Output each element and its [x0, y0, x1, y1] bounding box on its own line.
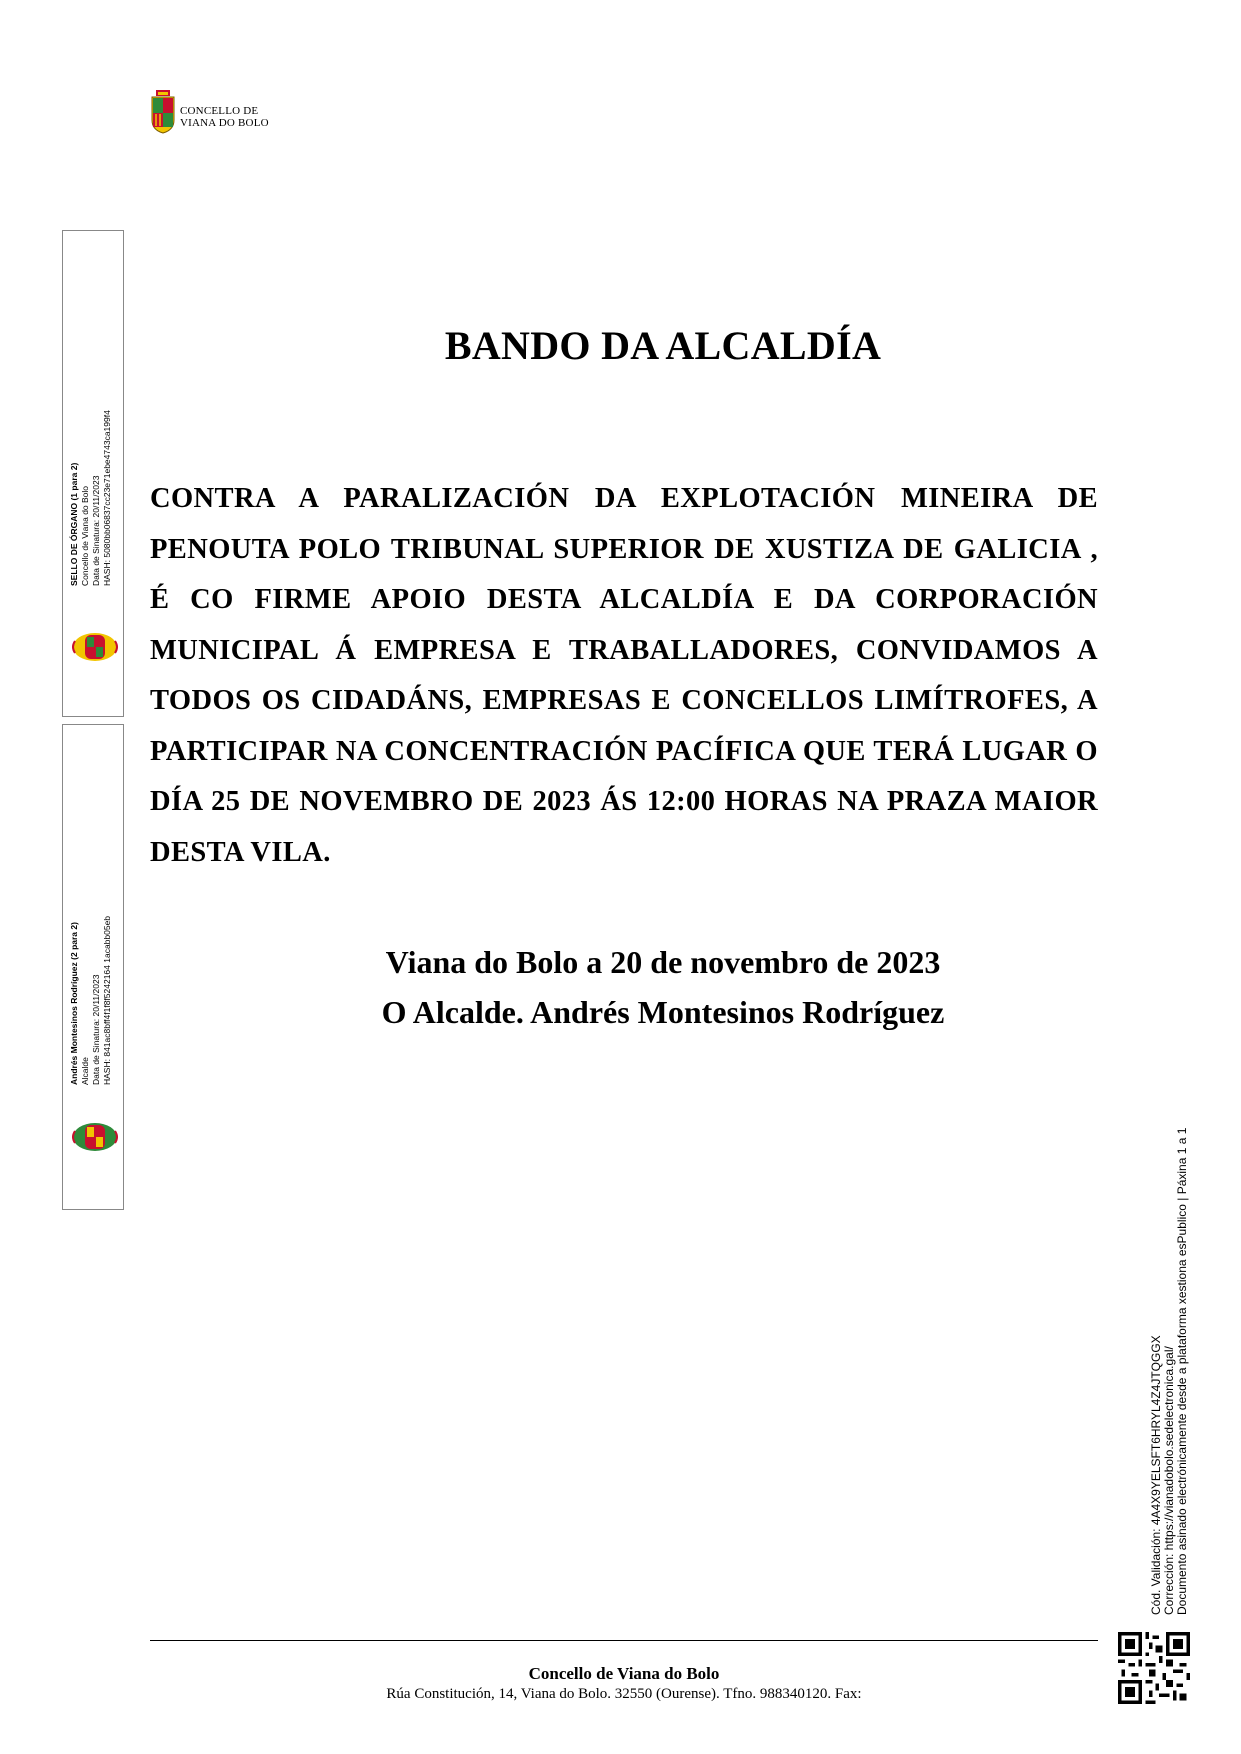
municipal-logo	[150, 90, 270, 134]
validation-code: Cód. Validación: 4A4X9YELSFT6HRYL4Z4JTQGGX	[1149, 1335, 1163, 1615]
footer-entity-name: Concello de Viana do Bolo	[528, 1664, 720, 1683]
signature-stamp-organ	[62, 230, 124, 717]
stamp-date: Data de Sinatura: 20/11/2023	[91, 475, 101, 586]
logo-line-1: CONCELLO DE	[180, 105, 259, 117]
validation-text	[1150, 1128, 1189, 1615]
stamp-date: Data de Sinatura: 20/11/2023	[91, 974, 101, 1085]
coat-of-arms-icon	[150, 90, 176, 134]
logo-line-2: VIANA DO BOLO	[180, 117, 269, 129]
mayor-signature: O Alcalde. Andrés Montesinos Rodríguez	[381, 994, 945, 1030]
document-body: CONTRA A PARALIZACIÓN DA EXPLOTACIÓN MINEIRA DE PENOUTA POLO TRIBUNAL SUPERIOR DE XUSTIZA DE GALICIA , É CO FIRME APOIO DESTA ALCALDÍA E DA CORPORACIÓN MUNICIPAL Á EMPRESA E TRABALLADORES, CONVIDAMOS A TODOS OS CIDADÁNS, EMPRESAS E CONCELLOS LIMÍTROFES, A PARTICIPAR NA CONCENTRACIÓN PACÍFICA QUE TERÁ LUGAR O DÍA 25 DE NOVEMBRO DE 2023 ÁS 12:00 HORAS NA PRAZA MAIOR DESTA VILA.	[150, 483, 1098, 868]
seal-icon	[71, 1121, 119, 1153]
seal-icon	[71, 631, 119, 663]
logo-text	[180, 105, 269, 129]
stamp-hash: HASH: 5080bb06837cc23e71ebe4743ca199f4	[102, 410, 112, 586]
validation-url[interactable]: Corrección: https://vianadobolo.sedelectronica.gal/	[1162, 1346, 1176, 1615]
stamp-hash: HASH: 841ac8bff4f1f8f5242164 1acabb05eb	[102, 915, 112, 1085]
stamp-title: Andrés Montesinos Rodríguez (2 para 2)	[69, 922, 79, 1085]
stamp-text	[69, 410, 113, 586]
footer-divider	[150, 1640, 1098, 1641]
validation-note: Documento asinado electrónicamente desde a plataforma xestiona esPublico | Páxina 1 a 1	[1175, 1127, 1189, 1615]
qr-code-icon[interactable]	[1118, 1632, 1190, 1704]
stamp-title: SELLO DE ÓRGANO (1 para 2)	[69, 462, 79, 586]
footer-address: Rúa Constitución, 14, Viana do Bolo. 32550 (Ourense). Tfno. 988340120. Fax:	[386, 1686, 862, 1702]
place-date: Viana do Bolo a 20 de novembro de 2023	[385, 944, 941, 980]
stamp-entity: Concello de Viana do Bolo	[80, 485, 90, 586]
document-title: BANDO DA ALCALDÍA	[444, 323, 882, 368]
stamp-role: Alcalde	[80, 1057, 90, 1085]
